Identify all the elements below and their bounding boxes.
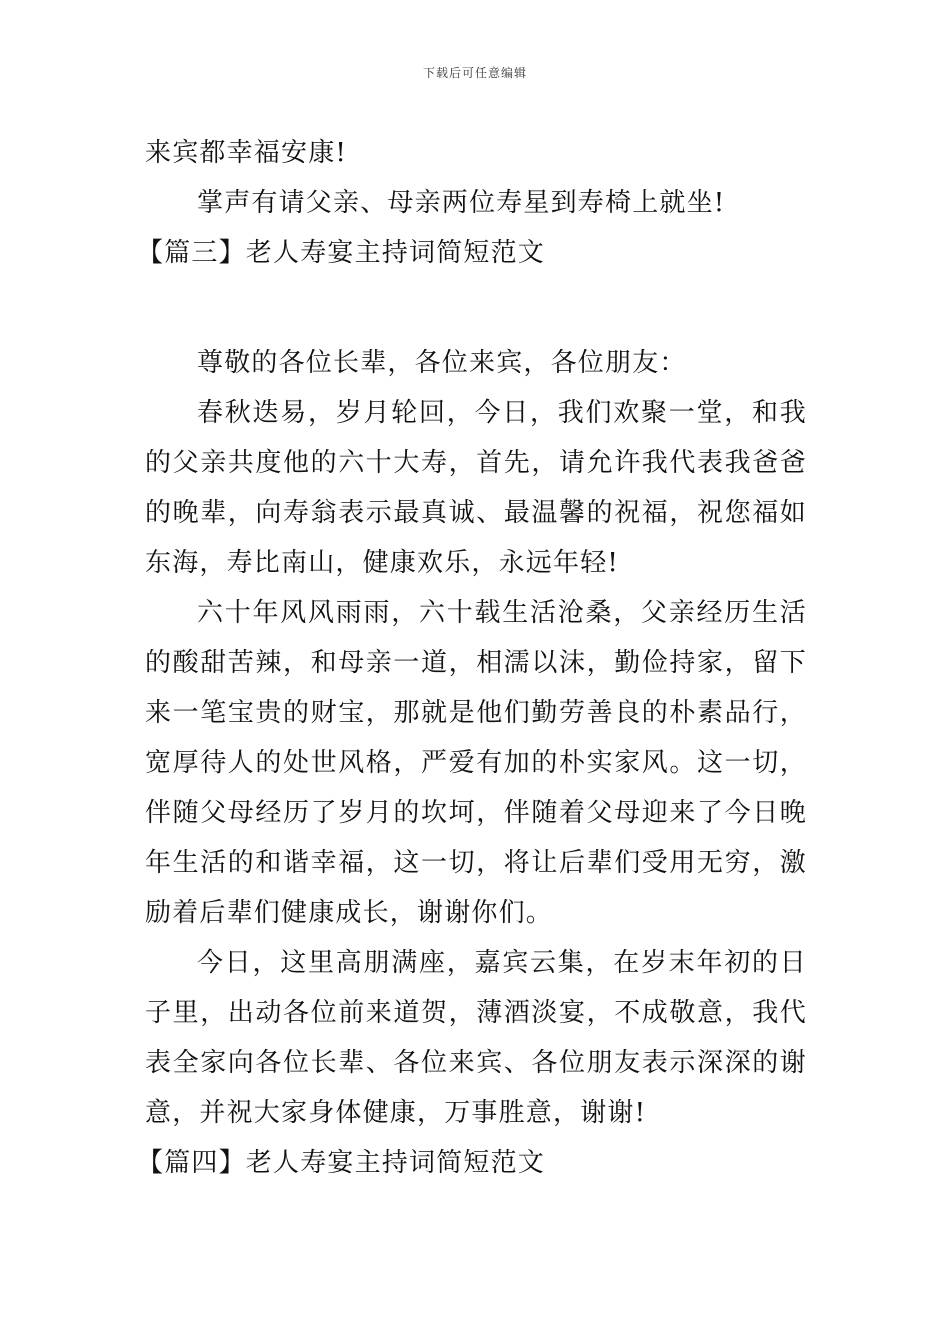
document-body [137, 128, 807, 1188]
paragraph-closing-line: 来宾都幸福安康! [145, 138, 348, 168]
section-heading-4: 【篇四】老人寿宴主持词简短范文 [137, 1148, 546, 1178]
paragraph-invitation: 掌声有请父亲、母亲两位寿星到寿椅上就坐! [197, 188, 726, 218]
paragraph-thanks: 今日，这里高朋满座，嘉宾云集，在岁末年初的日子里，出动各位前来道贺，薄酒淡宴，不成敬意，我代表全家向各位长辈、各位来宾、各位朋友表示深深的谢意，并祝大家身体健康，万事胜意，谢谢! [145, 948, 807, 1128]
paragraph-sixty-years: 六十年风风雨雨，六十载生活沧桑，父亲经历生活的酸甜苦辣，和母亲一道，相濡以沫，勤俭持家，留下来一笔宝贵的财宝，那就是他们勤劳善良的朴素品行，宽厚待人的处世风格，严爱有加的朴实家风。这一切，伴随父母经历了岁月的坎坷，伴随着父母迎来了今日晚年生活的和谐幸福，这一切，将让后辈们受用无穷，激励着后辈们健康成长，谢谢你们。 [145, 598, 807, 928]
section-spacer [145, 278, 807, 338]
page-header-note: 下载后可任意编辑 [422, 66, 527, 80]
section-heading-3: 【篇三】老人寿宴主持词简短范文 [137, 238, 546, 268]
salutation: 尊敬的各位长辈，各位来宾，各位朋友： [197, 348, 687, 378]
paragraph-blessing: 春秋迭易，岁月轮回，今日，我们欢聚一堂，和我的父亲共度他的六十大寿，首先，请允许我代表我爸爸的晚辈，向寿翁表示最真诚、最温馨的祝福，祝您福如东海，寿比南山，健康欢乐，永远年轻! [145, 398, 807, 578]
